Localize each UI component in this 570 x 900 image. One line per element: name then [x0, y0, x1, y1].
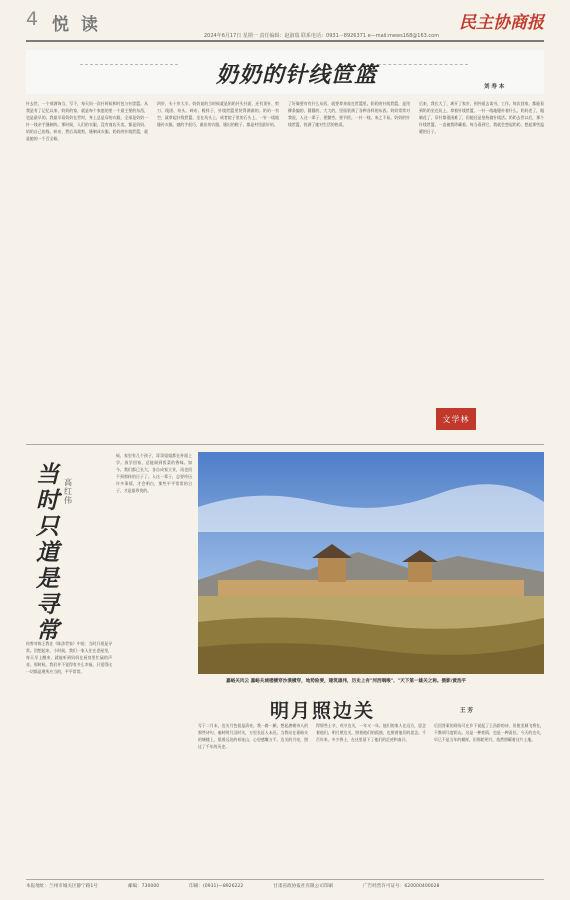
article1-author: 刘 寿 本 [484, 84, 505, 90]
article3-column-3: 后回答案的现场可在乡下说起了王昌龄的诗，但使龙城飞将在，不教胡马度阴山。这是一种豪情，也是一种责任。今天的边关，早已不是当年的模样，但那轮明月，依然照耀着这片土地。 [434, 723, 544, 742]
page-footer [26, 879, 544, 897]
article3-column-1: 写于二月末，边关月色很是清亮。我一路一颠，想起唐朝诗人的那些诗句，秦时明月汉时关，万里长征人未还。当我站在嘉峪关的城楼上，望着远处的祁连山，心里感慨万千。边关的月亮，照过了千年的历史。 [198, 723, 308, 749]
article3-column-2: 得那些士卒，戍守边关，一年又一年。他们的家人在远方，思念着他们。明月照边关，照着他们的孤独，也照着他们的思念。千百年来，多少将士，在这里留下了他们的足迹和血汗。 [316, 723, 426, 742]
footer-address: 本报地址：兰州市城关区静宁路1号 [26, 884, 98, 889]
article2-column-2: 候，家里有几个孩子，哥哥姐姐都在外面上学。放学回家，总能闻到饭菜的香味。如今，我们都已长大，各自成家立业，再也回不到那样的日子了。人这一辈子，总要经历许多事情，才会明白，那些平平常常的日子，才是最珍贵的。 [116, 453, 192, 493]
article2-author: 高 红 伟 [64, 478, 72, 505]
header-rule [26, 40, 544, 42]
section-name: 悦 读 [52, 15, 101, 35]
jiayuguan-photo [198, 452, 544, 674]
header-meta: 2024年6月17日 星期一 责任编辑：赵淑瑞 联系电话：0931－8926371 e—mail:mews168@163.com [204, 33, 440, 39]
photo-caption: 嘉峪关风云 嘉峪关城楼横穿沙漠横穿，地势险要，建筑雄伟，历史上有"河西咽喉"、"天下第一雄关之称。摄影/黄浩平 [226, 679, 467, 684]
footer-license: 广告经营许可证号：620000400028 [363, 884, 440, 889]
article1-column-1: 针去世，一个荷满饰当，写不，每天妈一次针时候和时包与针筐篮。从我是有了记忆以来，奶奶的家，就是每个家庭的里一个最主要的东西，也是最早的。我最早看奶奶在世时，身上总是穿的衣服，全部是奶奶一针一线亲手缝制的。那时候，人们的衣服，没有商店买卖，都是妈妈、奶奶自己纺线、织布，然后再裁剪，缝制成衣服。奶奶的针线笸篮，就是她的一个百宝箱。 [26, 101, 148, 141]
article1-column-3: 了好像要有有什么东西，就要拿来放在笸篮里。奶奶的针线笸篮，是用柳条编的，圆圆的，大大的，里面装满了各种各样的东西。奶奶常常对我说，人这一辈子，要勤劳，要节俭。一针一线，来之不易。奶奶的针线笸篮，装满了她对生活的热爱。 [288, 101, 410, 127]
page-number: 4 [26, 8, 39, 30]
footer-publisher: 甘肃省政协报社有限公司印刷 [273, 884, 334, 889]
article1-title-banner [26, 50, 544, 94]
yarn-decoration-icon [80, 64, 178, 79]
needle-decoration-icon [378, 64, 468, 79]
section-divider [26, 444, 544, 445]
literature-badge: 文学林 [436, 408, 476, 430]
article1-column-2: 四岁，头十岁大半。奶奶说的当时候就是奶奶针头针面，还有顶针、剪刀、线团、布头、碎布、鞋样子，针线笸篮里装得满满的。奶奶一有空，就拿起针线笸篮，坐在炕头上，或者院子里的石头上，一针一线地缝补衣服。她的手很巧，做出的衣服，缝出的鞋子，都是村里最好的。 [157, 101, 279, 127]
article2-title: 当时只道是寻常 [36, 461, 59, 644]
newspaper-logo: 民主协商报 [459, 13, 544, 33]
footer-phone: 印刷：(0931)—8926222 [189, 884, 244, 889]
article1-title: 奶奶的针线笸篮 [216, 62, 378, 88]
article3-title: 明月照边关 [270, 700, 376, 722]
footer-postcode: 邮编：730000 [127, 884, 160, 889]
article2-column-1: 你曾对陈王我在《陈涉世家》中说：当时只道是寻常。回想起来，小时候，我们一家人住在老屋里，每天早上醒来，就能听到妈妈在厨房里忙碌的声音。那时候，我们并不觉得有多么幸福，只觉得这一切都是理所应当的，平平常常。 [26, 641, 112, 674]
page-header [0, 0, 570, 46]
article3-author: 王 芳 [460, 708, 473, 714]
fortress-image [198, 452, 544, 674]
article1-column-4: 后来，我长大了，离开了家乡，到外面去读书、工作。每次回家，都能看到奶奶坐在炕上，拿着针线笸篮，一针一线地缝补着什么。奶奶老了，眼睛花了，穿针都很困难了，但她还是坚持做针线活。奶奶去世以后，那个针线笸篮，一直被我珍藏着。每当看到它，我就会想起奶奶，想起那些温暖的日子。 [419, 101, 544, 134]
